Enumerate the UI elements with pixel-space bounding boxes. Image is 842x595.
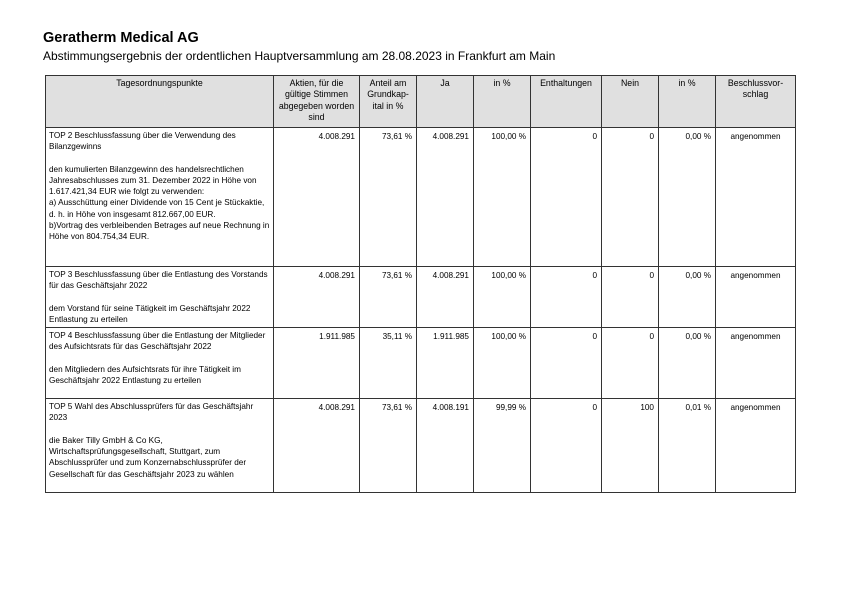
agenda-item-title: TOP 5 Wahl des Abschlussprüfers für das Geschäftsjahr 2023	[49, 402, 254, 423]
agenda-item-detail: dem Vorstand für seine Tätigkeit im Geschäftsjahr 2022 Entlastung zu erteilen	[49, 303, 251, 324]
agenda-item-detail: den Mitgliedern des Aufsichtsrats für ihre Tätigkeit im Geschäftsjahr 2022 Entlastung zu erteilen	[49, 364, 241, 386]
yes-pct-cell: 100,00 %	[474, 128, 531, 267]
agenda-item-title: TOP 2 Beschlussfassung über die Verwendung des Bilanzgewinns	[49, 131, 236, 152]
proposal-cell: angenommen	[716, 399, 796, 493]
agenda-item-detail: die Baker Tilly GmbH & Co KG, Wirtschaftsprüfungsgesellschaft, Stuttgart, zum Abschlussprüfer und zum Konzernabschlussprüfer der Gesellschaft für das Geschäftsjahr 2023 zu wählen	[49, 435, 247, 479]
document-subtitle: Abstimmungsergebnis der ordentlichen Hauptversammlung am 28.08.2023 in Frankfurt am Main	[43, 49, 556, 63]
proposal-cell: angenommen	[716, 128, 796, 267]
company-title: Geratherm Medical AG	[43, 30, 199, 46]
col-header-yes: Ja	[417, 76, 474, 128]
col-header-agenda: Tagesordnungspunkte	[46, 76, 274, 128]
col-header-no: Nein	[602, 76, 659, 128]
yes-pct-cell: 99,99 %	[474, 399, 531, 493]
no-pct-cell: 0,00 %	[659, 267, 716, 328]
capital-pct-cell: 35,11 %	[360, 328, 417, 399]
table-row	[46, 128, 796, 267]
capital-pct-cell: 73,61 %	[360, 399, 417, 493]
proposal-cell: angenommen	[716, 267, 796, 328]
agenda-item-detail: den kumulierten Bilanzgewinn des handelsrechtlichen Jahresabschlusses zum 31. Dezember 2022 in Höhe von 1.617.421,34 EUR wie folgt zu verwenden:	[49, 164, 257, 197]
proposal-cell: angenommen	[716, 328, 796, 399]
shares-cell: 4.008.291	[274, 128, 360, 267]
agenda-item-cell	[46, 267, 274, 328]
abstentions-cell: 0	[531, 267, 602, 328]
capital-pct-cell: 73,61 %	[360, 128, 417, 267]
agenda-item-cell	[46, 399, 274, 493]
agenda-item-cell	[46, 328, 274, 399]
yes-cell: 4.008.291	[417, 267, 474, 328]
agenda-item-title: TOP 3 Beschlussfassung über die Entlastung des Vorstands für das Geschäftsjahr 2022	[49, 270, 268, 291]
table-row	[46, 399, 796, 493]
abstentions-cell: 0	[531, 399, 602, 493]
col-header-capital-pct: Anteil am Grundkap-ital in %	[360, 76, 417, 128]
yes-pct-cell: 100,00 %	[474, 267, 531, 328]
agenda-item-detail: b)Vortrag des verbleibenden Betrages auf neue Rechnung in Höhe von 804.754,34 EUR.	[49, 221, 270, 242]
yes-cell: 4.008.291	[417, 128, 474, 267]
no-pct-cell: 0,01 %	[659, 399, 716, 493]
abstentions-cell: 0	[531, 128, 602, 267]
agenda-item-detail: a) Ausschüttung einer Dividende von 15 Cent je Stückaktie, d. h. in Höhe von insgesamt 812.667,00 EUR.	[49, 198, 265, 219]
col-header-yes-pct: in %	[474, 76, 531, 128]
shares-cell: 1.911.985	[274, 328, 360, 399]
col-header-shares: Aktien, für die gültige Stimmen abgegeben worden sind	[274, 76, 360, 128]
voting-results-table	[45, 75, 796, 493]
shares-cell: 4.008.291	[274, 399, 360, 493]
abstentions-cell: 0	[531, 328, 602, 399]
yes-pct-cell: 100,00 %	[474, 328, 531, 399]
capital-pct-cell: 73,61 %	[360, 267, 417, 328]
col-header-no-pct: in %	[659, 76, 716, 128]
table-row	[46, 328, 796, 399]
shares-cell: 4.008.291	[274, 267, 360, 328]
no-cell: 0	[602, 267, 659, 328]
agenda-item-cell	[46, 128, 274, 267]
yes-cell: 1.911.985	[417, 328, 474, 399]
no-cell: 100	[602, 399, 659, 493]
agenda-item-title: TOP 4 Beschlussfassung über die Entlastung der Mitglieder des Aufsichtsrats für das Geschäftsjahr 2022	[49, 331, 266, 352]
col-header-proposal: Beschlussvor-schlag	[716, 76, 796, 128]
yes-cell: 4.008.191	[417, 399, 474, 493]
no-pct-cell: 0,00 %	[659, 128, 716, 267]
no-cell: 0	[602, 128, 659, 267]
col-header-abstentions: Enthaltungen	[531, 76, 602, 128]
table-header-row	[46, 76, 796, 128]
no-pct-cell: 0,00 %	[659, 328, 716, 399]
table-row	[46, 267, 796, 328]
no-cell: 0	[602, 328, 659, 399]
